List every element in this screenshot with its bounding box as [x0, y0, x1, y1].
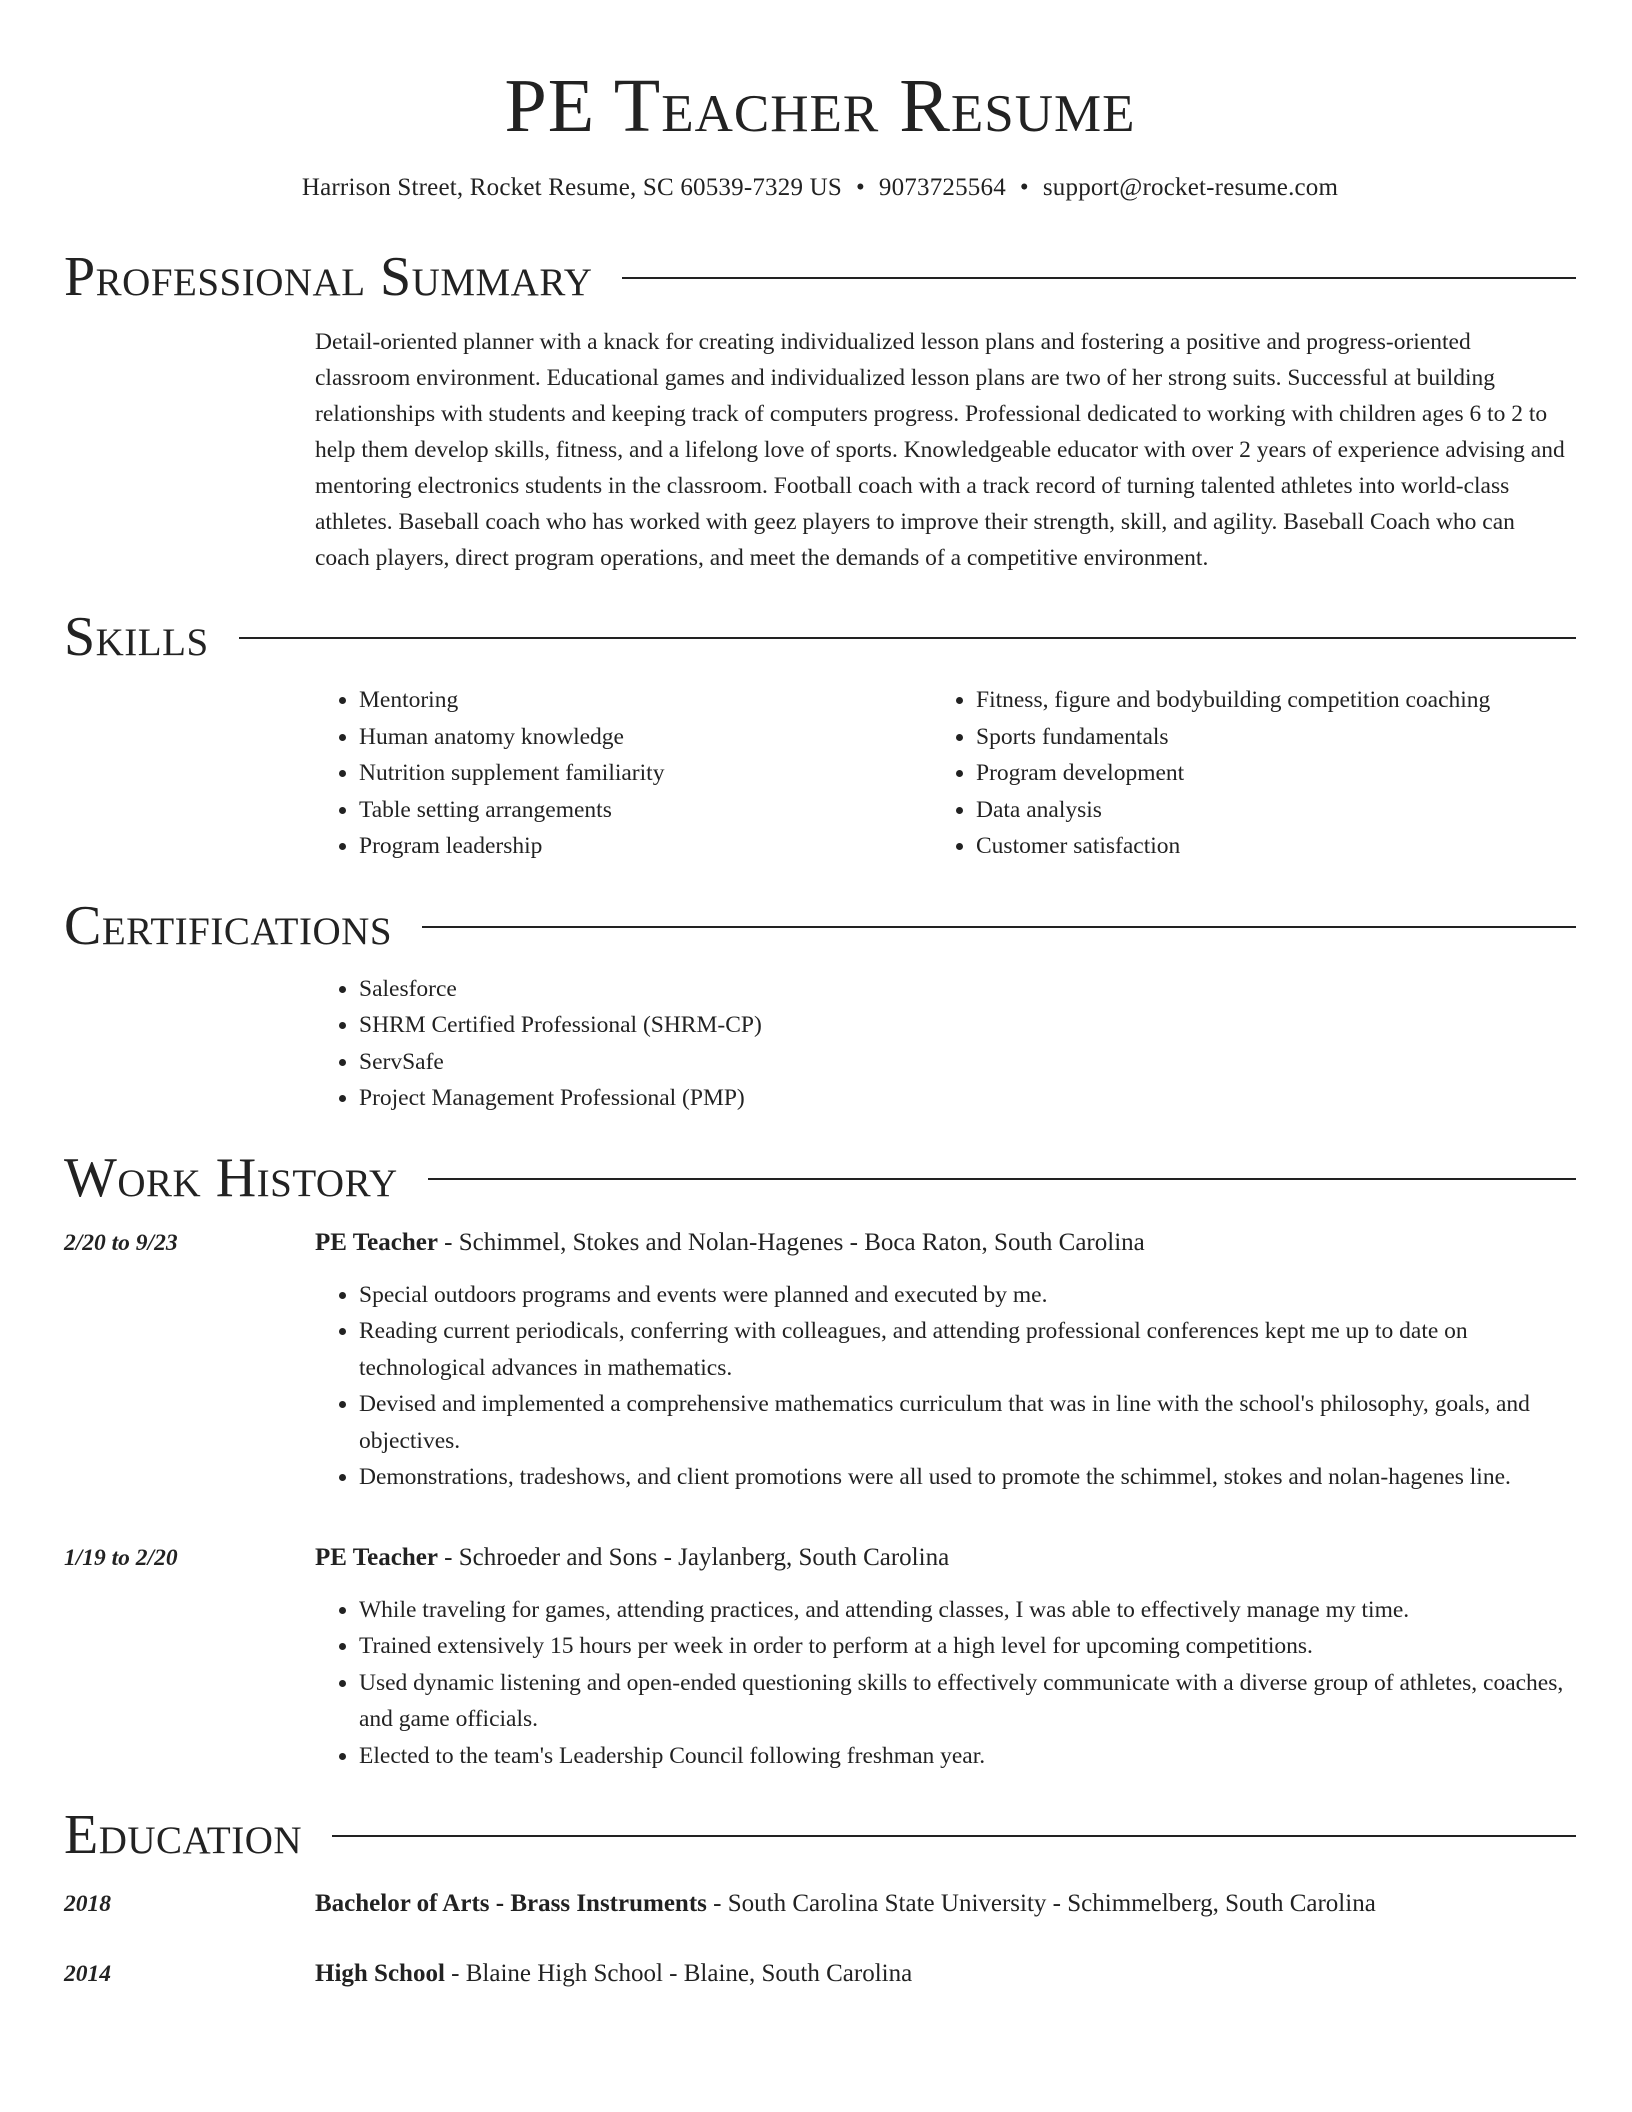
education-entry [64, 1956, 1576, 1992]
contact-separator: • [855, 174, 865, 201]
job-dates: 2/20 to 9/23 [64, 1229, 178, 1256]
job-bullets [315, 1592, 1576, 1775]
job-title: PE Teacher [315, 1543, 438, 1571]
summary-header [64, 246, 1576, 308]
resume-page [64, 0, 1576, 1992]
skill-item: • Data analysis [976, 792, 1549, 829]
skill-item: • Program development [976, 755, 1549, 792]
job-bullet: • Demonstrations, tradeshows, and client promotions were all used to promote the schimmel, stokes and nolan-hagenes line. [359, 1459, 1576, 1496]
certifications-heading: Certifications [64, 894, 393, 957]
skills-columns [315, 682, 1576, 865]
work-history-section [64, 1147, 1576, 1775]
job-employer: - Schroeder and Sons - Jaylanberg, South Carolina [437, 1543, 950, 1571]
section-divider [422, 926, 1576, 928]
education-year: 2018 [64, 1891, 111, 1917]
job-heading [315, 1225, 1576, 1261]
skills-column-left [315, 682, 932, 865]
certification-item: • SHRM Certified Professional (SHRM-CP) [359, 1007, 1576, 1044]
education-heading: Education [64, 1804, 303, 1866]
skills-section [64, 606, 1576, 865]
certifications-section [64, 895, 1576, 1117]
job-title: PE Teacher [315, 1228, 438, 1256]
summary-text: Detail-oriented planner with a knack for creating individualized lesson plans and fostering a positive and progress-oriented classroom environment. Educational games and individualized lesson plans are two of her strong suits. Successful at building relationships with students and keeping track of computers progress. Professional dedicated to working with children ages 6 to 2 to help them develop skills, fitness, and a lifelong love of sports. Knowledgeable educator with over 2 years of experience advising and mentoring electronics students in the classroom. Football coach with a track record of turning talented athletes into world-class athletes. Baseball coach who has worked with geez players to improve their strength, skill, and agility. Baseball Coach who can coach players, direct program operations, and meet the demands of a competitive environment. [315, 329, 1565, 571]
job-dates: 1/19 to 2/20 [64, 1544, 178, 1571]
work-history-header [64, 1147, 1576, 1209]
job-content [315, 1540, 1576, 1775]
education-header [64, 1804, 1576, 1866]
skill-item: • Customer satisfaction [976, 828, 1549, 865]
job-bullet: • Elected to the team's Leadership Council following freshman year. [359, 1738, 1576, 1775]
summary-heading: Professional Summary [64, 246, 593, 308]
job-bullet: • Used dynamic listening and open-ended questioning skills to effectively communicate with a diverse group of athletes, coaches, and game officials. [359, 1665, 1576, 1738]
certifications-header [64, 895, 1576, 957]
skill-item: • Fitness, figure and bodybuilding competition coaching [976, 682, 1549, 719]
skill-item: • Human anatomy knowledge [359, 719, 932, 756]
job-bullets [315, 1277, 1576, 1496]
job-employer: - Schimmel, Stokes and Nolan-Hagenes - Boca Raton, South Carolina [437, 1228, 1145, 1256]
education-entry [64, 1886, 1576, 1922]
skills-column-right [932, 682, 1549, 865]
skill-item: • Table setting arrangements [359, 792, 932, 829]
education-section [64, 1804, 1576, 1992]
education-degree: Bachelor of Arts - Brass Instruments [315, 1890, 707, 1917]
contact-line [64, 172, 1576, 204]
work-history-heading: Work History [64, 1146, 398, 1209]
section-divider [239, 637, 1576, 639]
section-divider [332, 1835, 1576, 1837]
skill-item: • Program leadership [359, 828, 932, 865]
education-degree: High School [315, 1960, 445, 1987]
job-entry [64, 1540, 1576, 1775]
job-bullet: • Trained extensively 15 hours per week in order to perform at a high level for upcoming competitions. [359, 1628, 1576, 1665]
education-details [315, 1956, 912, 1992]
certification-item: • ServSafe [359, 1044, 1576, 1081]
job-bullet: • Special outdoors programs and events were planned and executed by me. [359, 1277, 1576, 1314]
skills-heading: Skills [64, 606, 209, 668]
skill-item: • Sports fundamentals [976, 719, 1549, 756]
contact-separator: • [1019, 174, 1029, 201]
section-divider [428, 1178, 1576, 1180]
resume-title: PE Teacher Resume [504, 64, 1136, 148]
job-content [315, 1225, 1576, 1496]
section-divider [622, 277, 1576, 279]
summary-section [64, 246, 1576, 576]
contact-address: Harrison Street, Rocket Resume, SC 60539-7329 US [301, 174, 842, 201]
education-school: - South Carolina State University - Schimmelberg, South Carolina [706, 1890, 1376, 1917]
certification-item: • Salesforce [359, 971, 1576, 1008]
job-entry [64, 1225, 1576, 1496]
job-bullet: • While traveling for games, attending practices, and attending classes, I was able to effectively manage my time. [359, 1592, 1576, 1629]
education-school: - Blaine High School - Blaine, South Carolina [444, 1960, 913, 1987]
skill-item: • Nutrition supplement familiarity [359, 755, 932, 792]
contact-phone[interactable]: 9073725564 [878, 174, 1006, 201]
job-bullet: • Devised and implemented a comprehensive mathematics curriculum that was in line with the school's philosophy, goals, and objectives. [359, 1386, 1576, 1459]
education-year: 2014 [64, 1961, 111, 1987]
certifications-list [315, 971, 1576, 1117]
skill-item: • Mentoring [359, 682, 932, 719]
contact-email[interactable]: support@rocket-resume.com [1042, 174, 1339, 201]
job-bullet: • Reading current periodicals, conferring with colleagues, and attending professional conferences kept me up to date on technological advances in mathematics. [359, 1313, 1576, 1386]
skills-header [64, 606, 1576, 668]
certification-item: • Project Management Professional (PMP) [359, 1080, 1576, 1117]
education-details [315, 1886, 1376, 1922]
job-heading [315, 1540, 1576, 1576]
